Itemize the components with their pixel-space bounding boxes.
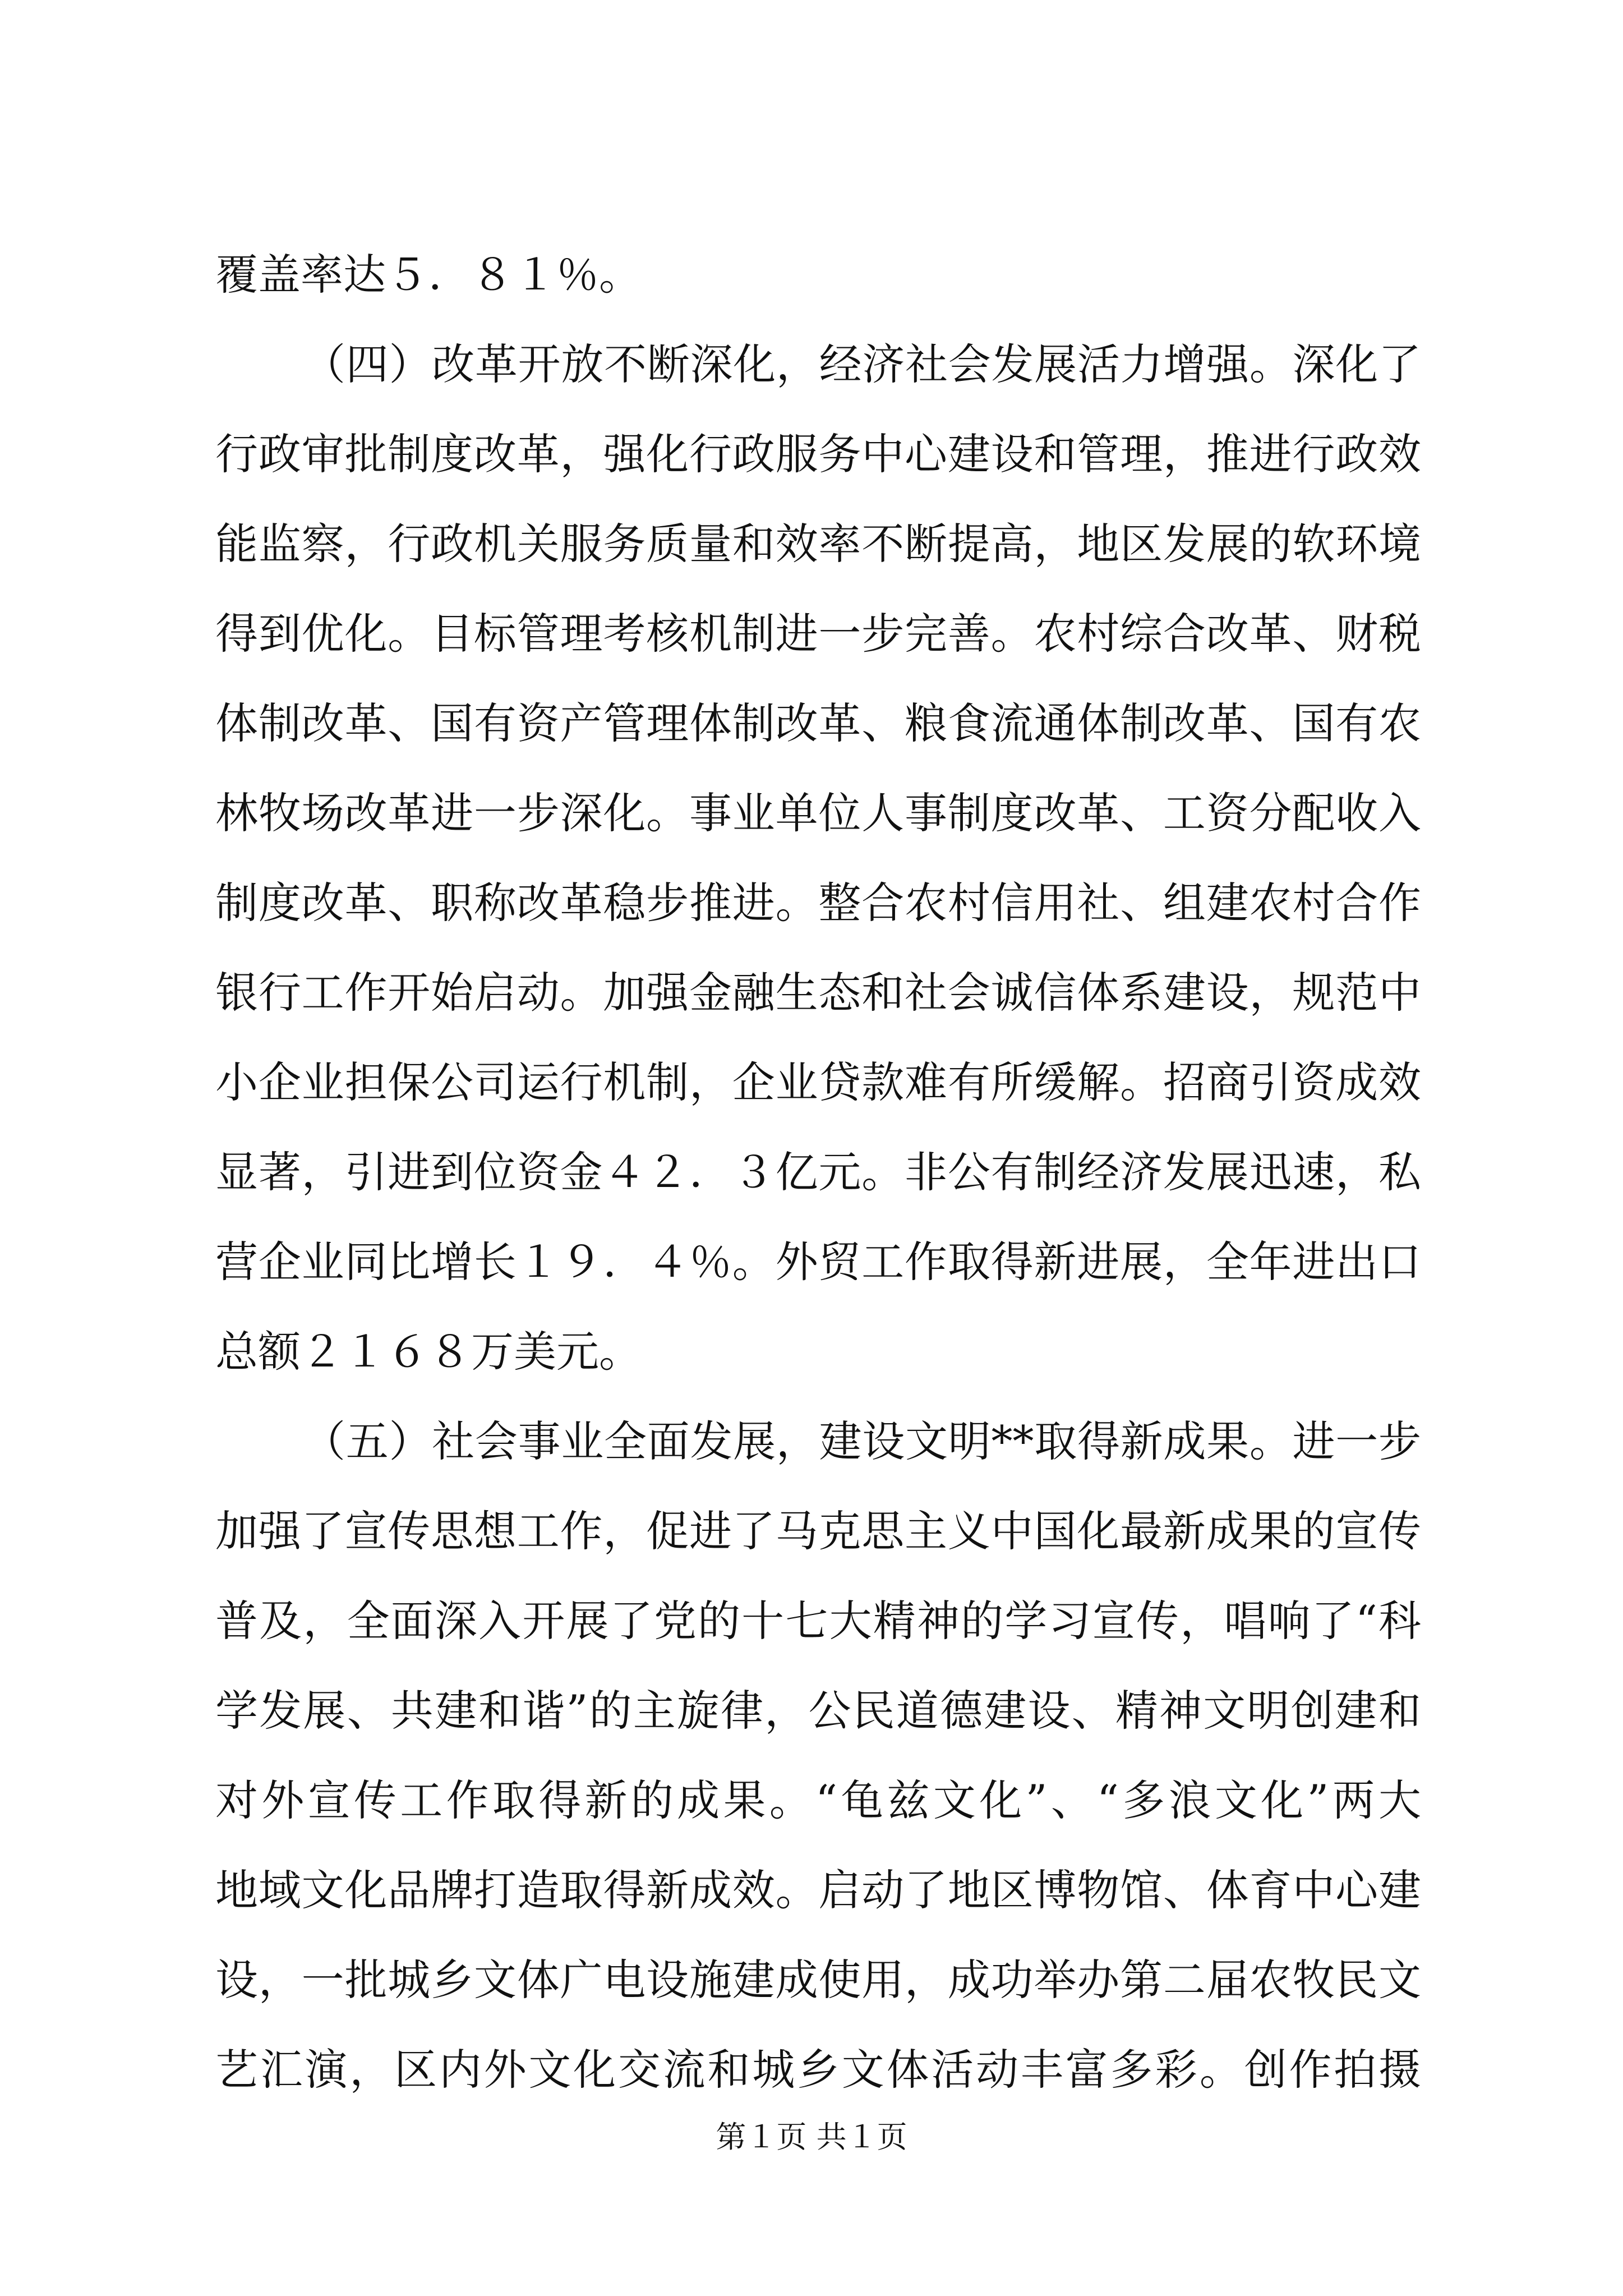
body-line-2: （四）改革开放不断深化，经济社会发展活力增强。深化了 [303, 339, 1421, 389]
body-line-4: 能监察，行政机关服务质量和效率不断提高，地区发展的软环境 [215, 519, 1421, 569]
body-line-16: 普及，全面深入开展了党的十七大精神的学习宣传，唱响了“科 [215, 1596, 1421, 1646]
body-line-13: 总额２１６８万美元。 [215, 1327, 642, 1377]
body-line-14: （五）社会事业全面发展，建设文明**取得新成果。进一步 [303, 1416, 1421, 1466]
body-line-10: 小企业担保公司运行机制，企业贷款难有所缓解。招商引资成效 [215, 1057, 1421, 1107]
body-line-7: 林牧场改革进一步深化。事业单位人事制度改革、工资分配收入 [215, 788, 1421, 838]
page-footer: 第１页 共１页 [716, 2119, 907, 2155]
body-line-18: 对外宣传工作取得新的成果。“龟兹文化”、“多浪文化”两大 [215, 1775, 1421, 1825]
body-line-12: 营企业同比增长１９．４％。外贸工作取得新进展，全年进出口 [215, 1237, 1421, 1287]
body-line-20: 设，一批城乡文体广电设施建成使用，成功举办第二届农牧民文 [215, 1955, 1421, 2005]
body-line-19: 地域文化品牌打造取得新成效。启动了地区博物馆、体育中心建 [215, 1865, 1421, 1915]
body-line-21: 艺汇演，区内外文化交流和城乡文体活动丰富多彩。创作拍摄 [215, 2045, 1421, 2095]
body-line-3: 行政审批制度改革，强化行政服务中心建设和管理，推进行政效 [215, 429, 1421, 479]
body-line-8: 制度改革、职称改革稳步推进。整合农村信用社、组建农村合作 [215, 878, 1421, 928]
body-line-15: 加强了宣传思想工作，促进了马克思主义中国化最新成果的宣传 [215, 1506, 1421, 1556]
body-line-1: 覆盖率达５．８１％。 [215, 250, 642, 300]
body-line-6: 体制改革、国有资产管理体制改革、粮食流通体制改革、国有农 [215, 698, 1421, 748]
body-line-11: 显著，引进到位资金４２．３亿元。非公有制经济发展迅速，私 [215, 1147, 1421, 1197]
body-line-5: 得到优化。目标管理考核机制进一步完善。农村综合改革、财税 [215, 609, 1421, 659]
body-line-9: 银行工作开始启动。加强金融生态和社会诚信体系建设，规范中 [215, 968, 1421, 1018]
body-line-17: 学发展、共建和谐”的主旋律，公民道德建设、精神文明创建和 [215, 1686, 1421, 1736]
